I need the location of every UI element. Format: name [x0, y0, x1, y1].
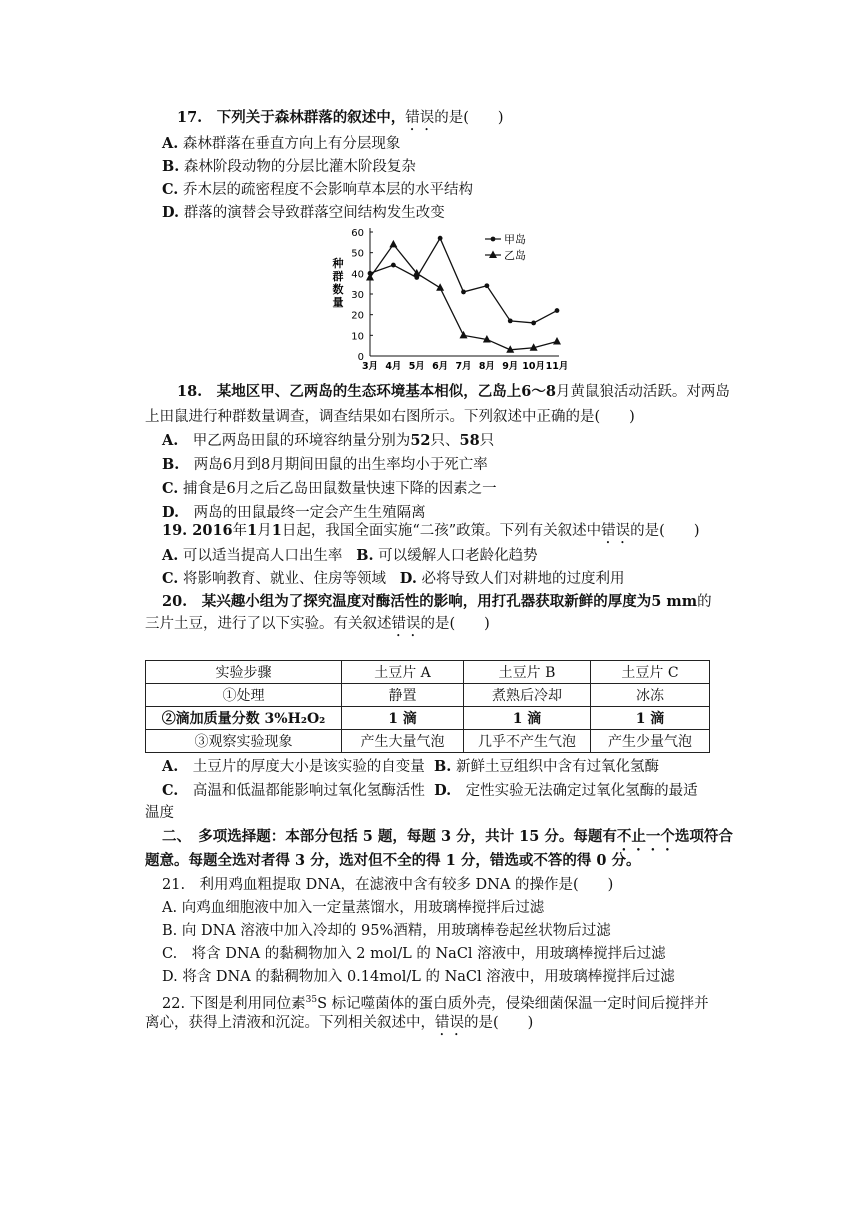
q18-option-d: D. 两岛的田鼠最终一定会产生生殖隔离 [162, 504, 426, 521]
q19-options-row1: A. 可以适当提高人口出生率 B. 可以缓解人口老龄化趋势 [162, 547, 538, 564]
q19-options-row2: C. 将影响教育、就业、住房等领域 D. 必将导致人们对耕地的过度利用 [162, 570, 625, 587]
y-tick-label: 20 [351, 310, 364, 322]
data-point [553, 337, 561, 345]
y-tick-label: 40 [351, 269, 364, 281]
y-tick-label: 10 [351, 331, 364, 343]
y-axis-label-char: 群 [332, 270, 344, 283]
x-tick-label: 5月 [408, 361, 425, 372]
data-point [391, 263, 396, 268]
experiment-table [145, 660, 710, 753]
table-row [146, 707, 710, 730]
table-cell: 产生大量气泡 [342, 730, 464, 753]
q17-stem: 17. 下列关于森林群落的叙述中，错误的是( ) [177, 109, 504, 126]
q21-option-d: D. 将含 DNA 的黏稠物加入 0.14mol/L 的 NaCl 溶液中，用玻璃棒搅拌后过滤 [162, 969, 675, 985]
x-tick-label: 6月 [432, 361, 449, 372]
data-point [461, 290, 466, 295]
x-tick-label: 10月 [522, 361, 545, 372]
q22-stem-line1: 22. 下图是利用同位素$^{35}$S 标记噬菌体的蛋白质外壳，侵染细菌保温一定时间后搅拌并 [162, 995, 709, 1012]
table-cell: 产生少量气泡 [591, 730, 710, 753]
y-tick-label: 60 [351, 228, 364, 239]
q20-options-row2: C. 高温和低温都能影响过氧化氢酶活性 D. 定性实验无法确定过氧化氢酶的最适 [162, 782, 698, 799]
y-axis-label [332, 256, 344, 309]
table-header-row [146, 661, 710, 684]
table-header-cell: 土豆片 A [342, 661, 464, 684]
y-axis-label-char: 量 [332, 296, 344, 309]
y-tick-label: 30 [351, 290, 364, 301]
q22-stem-line2: 离心，获得上清液和沉淀。下列相关叙述中，错误的是( ) [145, 1015, 534, 1031]
data-point [484, 283, 489, 288]
chart-legend [485, 232, 526, 262]
q18-stem-line1: 18. 某地区甲、乙两岛的生态环境基本相似，乙岛上6～8月黄鼠狼活动活跃。对两岛 [177, 383, 730, 400]
q17-option-b: B. 森林阶段动物的分层比灌木阶段复杂 [162, 158, 416, 175]
table-cell: ①处理 [146, 684, 342, 707]
legend-label: 甲岛 [504, 233, 526, 246]
table-cell: 煮熟后冷却 [464, 684, 591, 707]
y-axis-label-char: 种 [332, 257, 344, 270]
population-line-chart [325, 222, 569, 374]
legend-marker [489, 251, 497, 259]
table-cell: 冰冻 [591, 684, 710, 707]
data-point [389, 240, 397, 248]
q17-option-a: A. 森林群落在垂直方向上有分层现象 [162, 135, 401, 152]
x-tick-label: 3月 [361, 361, 379, 372]
x-tick-labels [362, 361, 568, 372]
table-cell: 静置 [342, 684, 464, 707]
q20-stem-line2: 三片土豆，进行了以下实验。有关叙述错误的是( ) [145, 616, 490, 632]
q18-option-c: C. 捕食是6月之后乙岛田鼠数量快速下降的因素之一 [162, 480, 497, 497]
legend-marker [491, 237, 496, 242]
data-point [555, 308, 560, 313]
q20-stem-line1: 20. 某兴趣小组为了探究温度对酶活性的影响，用打孔器获取新鲜的厚度为5 mm的 [162, 593, 712, 610]
q18-stem-line2: 上田鼠进行种群数量调查，调查结果如右图所示。下列叙述中正确的是( ) [145, 409, 635, 425]
q20-option-d-continued: 温度 [145, 805, 174, 821]
y-tick-label: 0 [357, 352, 364, 363]
x-tick-label: 9月 [502, 361, 519, 372]
table-row [146, 730, 710, 753]
table-cell: 几乎不产生气泡 [464, 730, 591, 753]
table-header-cell: 实验步骤 [146, 661, 342, 684]
data-point [460, 331, 468, 339]
data-point [436, 283, 444, 291]
q21-stem: 21. 利用鸡血粗提取 DNA，在滤液中含有较多 DNA 的操作是( ) [162, 877, 614, 893]
x-tick-label: 7月 [455, 361, 472, 372]
table-cell: 1 滴 [342, 707, 464, 730]
section2-heading-line1: 二、 多项选择题：本部分包括 5 题，每题 3 分，共计 15 分。每题有不止一个选项符合 [162, 828, 733, 845]
data-point [531, 321, 536, 326]
q21-option-a: A. 向鸡血细胞液中加入一定量蒸馏水，用玻璃棒搅拌后过滤 [162, 900, 545, 916]
q17-option-c: C. 乔木层的疏密程度不会影响草本层的水平结构 [162, 181, 473, 198]
x-tick-label: 11月 [545, 361, 569, 372]
table-header-cell: 土豆片 C [591, 661, 710, 684]
section2-heading-line2: 题意。每题全选对者得 3 分，选对但不全的得 1 分，错选或不答的得 0 分。 [145, 852, 641, 869]
table-cell: ③观察实验现象 [146, 730, 342, 753]
legend-label: 乙岛 [504, 249, 526, 262]
data-point [508, 318, 513, 323]
table-cell: 1 滴 [591, 707, 710, 730]
q21-option-b: B. 向 DNA 溶液中加入冷却的 95%酒精，用玻璃棒卷起丝状物后过滤 [162, 923, 611, 939]
table-cell: ②滴加质量分数 3%H₂O₂ [146, 707, 342, 730]
q18-option-b: B. 两岛6月到8月期间田鼠的出生率均小于死亡率 [162, 456, 488, 473]
table-header-cell: 土豆片 B [464, 661, 591, 684]
q20-options-row1: A. 土豆片的厚度大小是该实验的自变量 B. 新鲜土豆组织中含有过氧化氢酶 [162, 758, 659, 775]
q17-option-d: D. 群落的演替会导致群落空间结构发生改变 [162, 204, 445, 221]
y-tick-label: 50 [351, 248, 364, 260]
q18-option-a: A. 甲乙两岛田鼠的环境容纳量分别为52只、58只 [162, 432, 495, 449]
chart-series [366, 236, 561, 353]
y-axis-label-char: 数 [332, 283, 344, 296]
table-cell: 1 滴 [464, 707, 591, 730]
data-point [438, 236, 443, 241]
table-row [146, 684, 710, 707]
q21-option-c: C. 将含 DNA 的黏稠物加入 2 mol/L 的 NaCl 溶液中，用玻璃棒搅拌后过滤 [162, 946, 666, 962]
x-tick-label: 4月 [385, 361, 402, 372]
x-tick-label: 8月 [478, 361, 495, 372]
q19-stem: 19. 2016年1月1日起，我国全面实施“二孩”政策。下列有关叙述中错误的是( ) [162, 522, 700, 539]
